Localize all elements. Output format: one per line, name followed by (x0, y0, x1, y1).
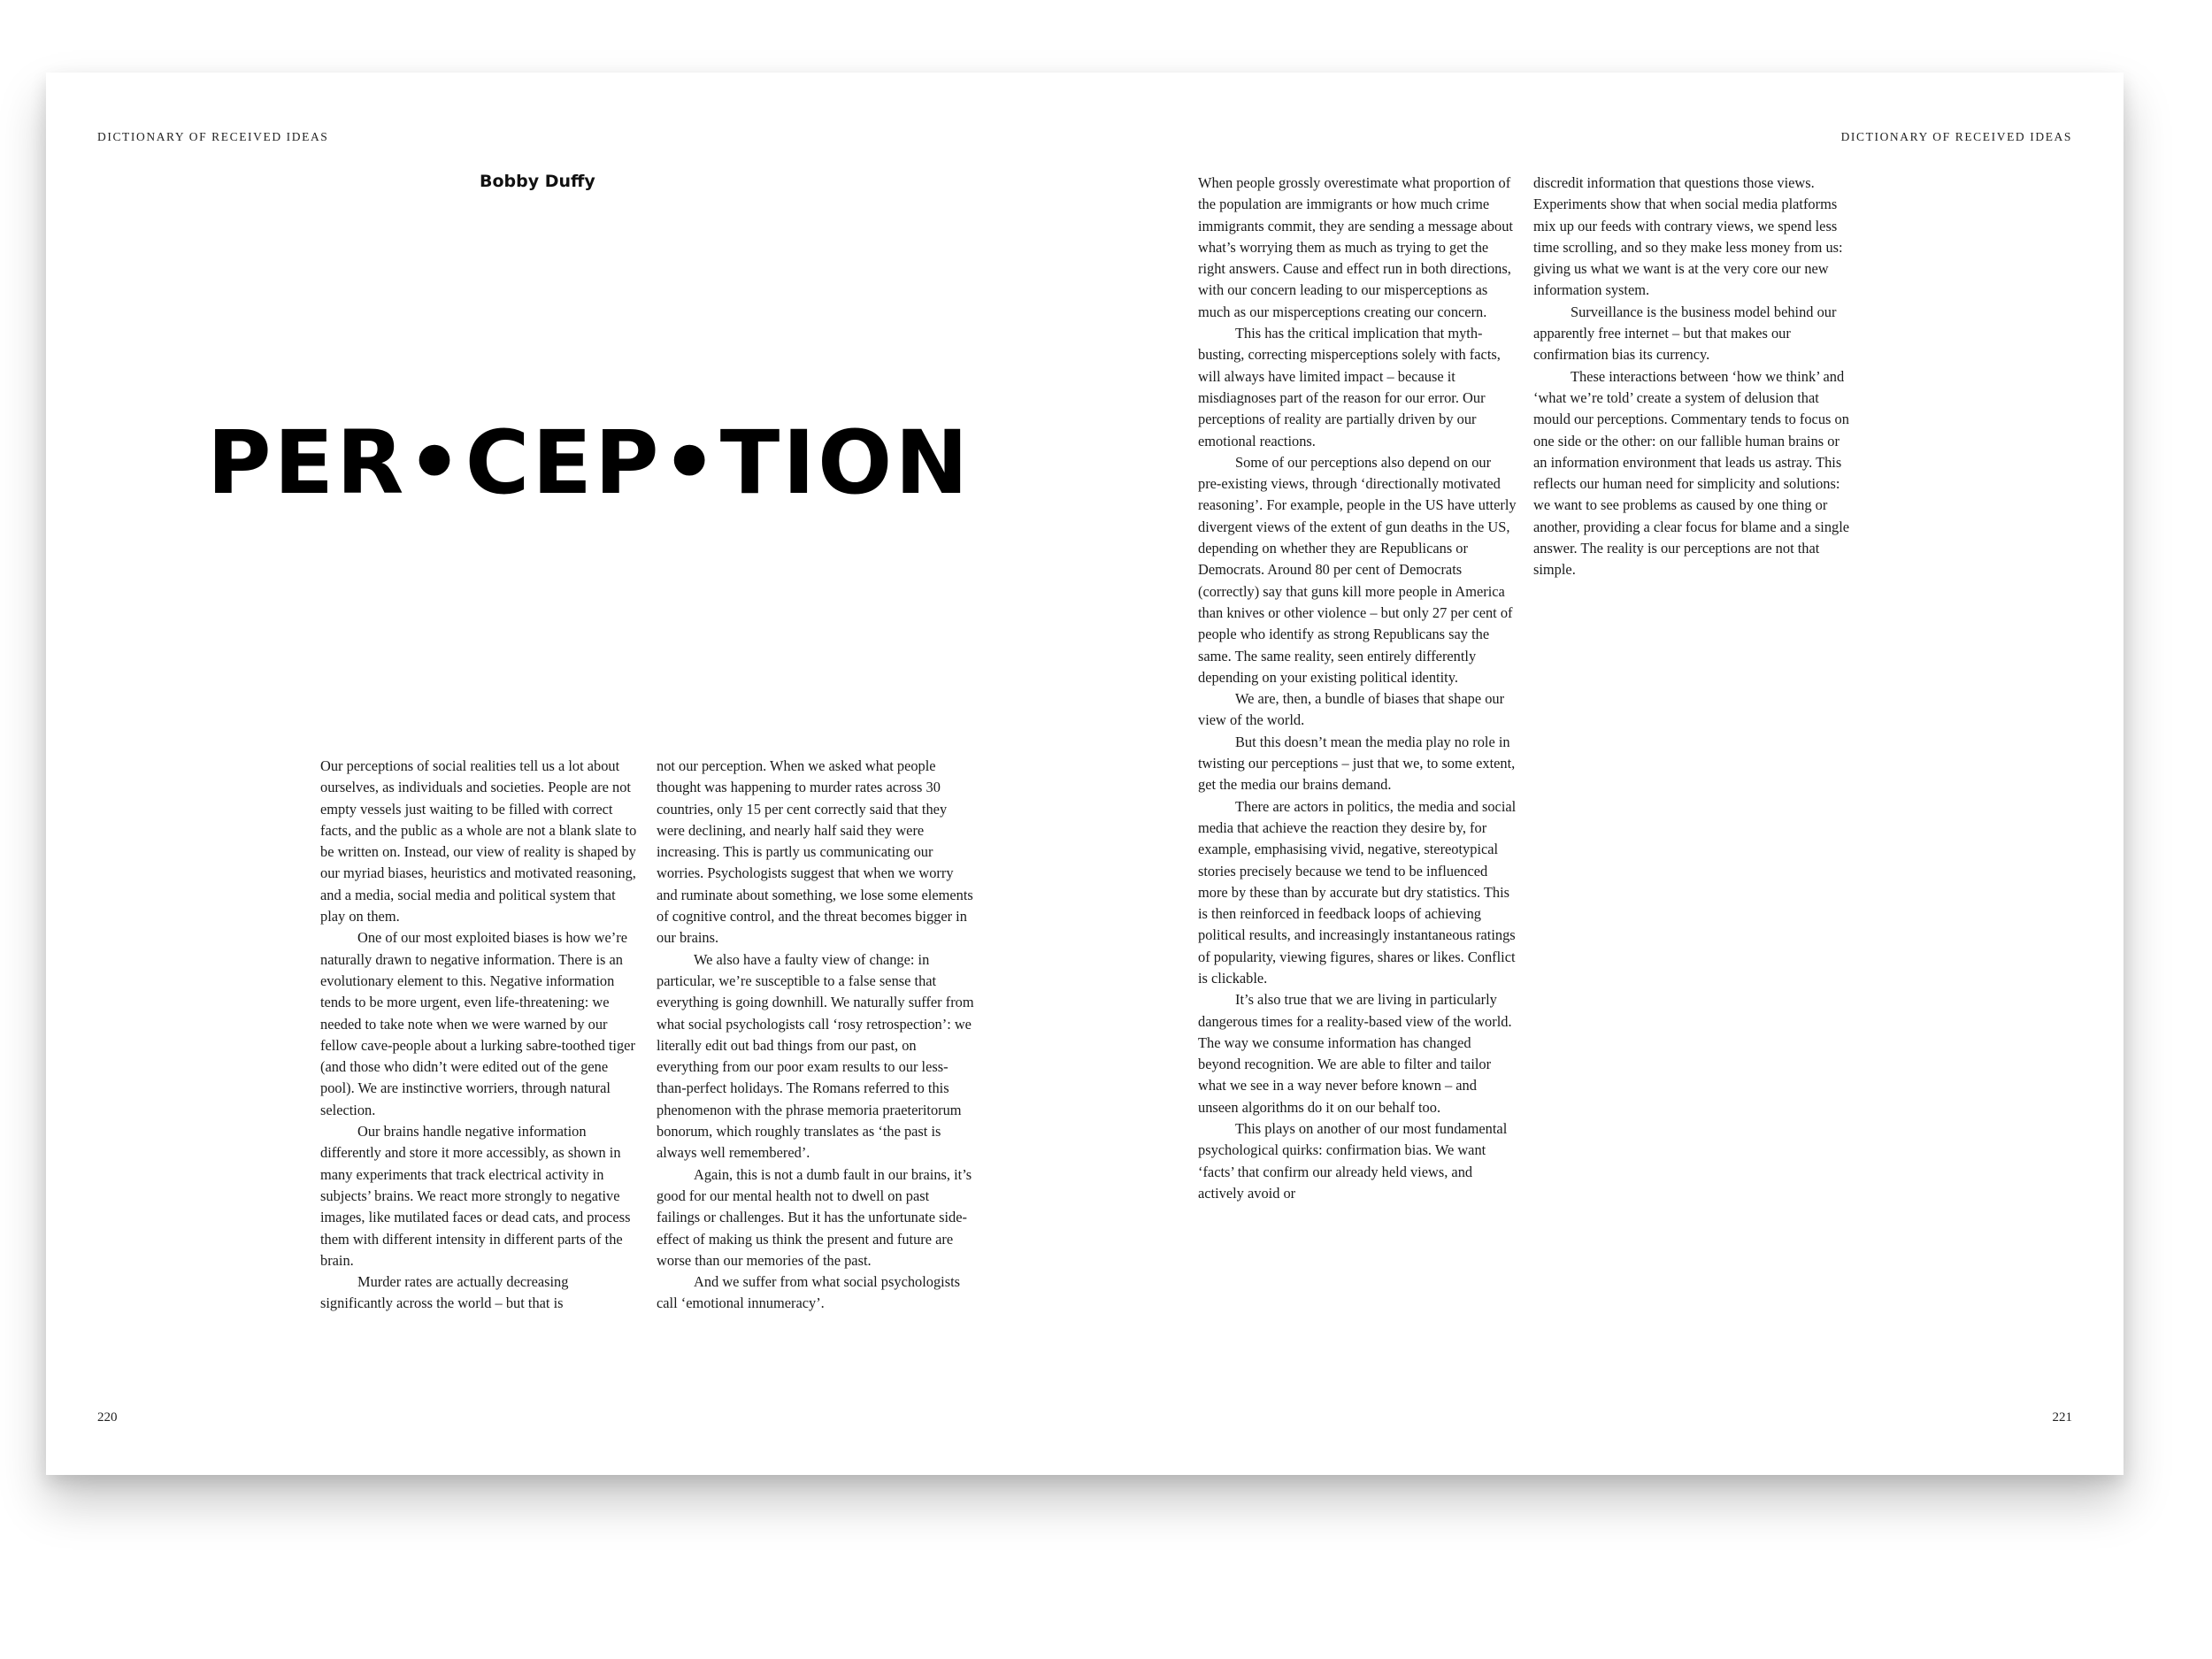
paragraph: This has the critical implication that myth-busting, correcting misperceptions solely with facts, will always have limited impact – because it misdiagnoses part of the reason for our error. Our perceptions of reality are partially driven by our emotional reactions. (1198, 325, 1501, 449)
author-name: Bobby Duffy (480, 172, 595, 191)
page-number-left: 220 (97, 1410, 118, 1425)
paragraph: Some of our perceptions also depend on our pre-existing views, through ‘directionally motivated reasoning’. For example, people in the US have utterly divergent views of the extent of gun deaths in the US, depending on whether they are Republicans or Democrats. Around 80 per cent of Democrats (correctly) say that guns kill more people in America than knives or other violence – but only 27 per cent of people who identify as strong Republicans say the same. The same reality, seen entirely differently depending on your existing political identity. (1198, 453, 1517, 686)
book-spread (46, 73, 2124, 1475)
paragraph: But this doesn’t mean the media play no role in twisting our perceptions – just that we, to some extent, get the media our brains demand. (1198, 733, 1516, 794)
paragraph: There are actors in politics, the media and social media that achieve the reaction they desire by, for example, emphasising vivid, negative, stereotypical stories precisely because we tend to be influenced more by these than by accurate but dry statistics. This is then reinforced in feedback loops of achieving political results, and increasingly instantaneous ratings of popularity, viewing figures, shares or likes. Conflict is clickable. (1198, 797, 1517, 987)
paragraph: These interactions between ‘how we think’ and ‘what we’re told’ create a system of delusion that mould our perceptions. Commentary tends to focus on one side or the other: on our fallible human brains or an information environment that leads us astray. This reflects our human need for simplicity and solutions: we want to see problems as caused by one thing or another, providing a clear focus for blame and a single answer. The reality is our perceptions are not that simple. (1533, 367, 1850, 579)
paragraph: We also have a faulty view of change: in particular, we’re susceptible to a false sense that everything is going downhill. We naturally suffer from what social psychologists call ‘rosy retrospection’: we literally edit out bad things from our past, on everything from our poor exam results to our less-than-perfect holidays. The Romans referred to this phenomenon with the phrase memoria praeteritorum bonorum, which roughly translates as ‘the past is always well remembered’. (657, 950, 974, 1162)
paragraph: And we suffer from what social psychologists call ‘emotional innumeracy’. (657, 1273, 961, 1312)
paragraph: discredit information that questions those views. Experiments show that when social media platforms mix up our feeds with contrary views, we spend less time scrolling, and so they make less money from us: giving us what we want is at the very core our new information system. (1533, 174, 1843, 299)
text-column-4 (1533, 173, 1852, 581)
paragraph: not our perception. When we asked what people thought was happening to murder rates across 30 countries, only 15 per cent correctly said that they were declining, and nearly half said they were increasing. This is partly us communicating our worries. Psychologists suggest that when we worry and ruminate about something, we lose some elements of cognitive control, and the threat becomes bigger in our brains. (657, 757, 973, 947)
paragraph: When people grossly overestimate what proportion of the population are immigrants or how much crime immigrants commit, they are sending a message about what’s worrying them as much as trying to get the right answers. Cause and effect run in both directions, with our concern leading to our misperceptions as much as our misperceptions creating our concern. (1198, 174, 1513, 320)
paragraph: Our brains handle negative information differently and store it more accessibly, as shown in many experiments that track electrical activity in subjects’ brains. We react more strongly to negative images, like mutilated faces or dead cats, and process them with different intensity in different parts of the brain. (320, 1123, 631, 1269)
running-head-left: DICTIONARY OF RECEIVED IDEAS (97, 130, 329, 143)
paragraph: It’s also true that we are living in particularly dangerous times for a reality-based view of the world. The way we consume information has changed beyond recognition. We are able to filter and tailor what we see in a way never before known – and unseen algorithms do it on our behalf too. (1198, 991, 1512, 1116)
text-column-2 (657, 756, 975, 1315)
paragraph: Again, this is not a dumb fault in our brains, it’s good for our mental health not to dwell on past failings or challenges. But it has the unfortunate side-effect of making us think the present and future are worse than our memories of the past. (657, 1165, 972, 1269)
paragraph: One of our most exploited biases is how we’re naturally drawn to negative information. There is an evolutionary element to this. Negative information tends to be more urgent, even life-threatening: we needed to take note when we were warned by our fellow cave-people about a lurking sabre-toothed tiger (and those who didn’t were edited out of the gene pool). We are instinctive worriers, through natural selection. (320, 929, 635, 1118)
paragraph: This plays on another of our most fundamental psychological quirks: confirmation bias. We want ‘facts’ that confirm our already held views, and actively avoid or (1198, 1120, 1508, 1202)
paragraph: We are, then, a bundle of biases that shape our view of the world. (1198, 690, 1505, 729)
paragraph: Murder rates are actually decreasing significantly across the world – but that is (320, 1273, 569, 1312)
headword-title: PER•CEP•TION (207, 412, 972, 514)
text-column-1 (320, 756, 639, 1315)
paragraph: Surveillance is the business model behind our apparently free internet – but that makes our confirmation bias its currency. (1533, 303, 1837, 364)
running-head-right: DICTIONARY OF RECEIVED IDEAS (1840, 130, 2072, 143)
paragraph: Our perceptions of social realities tell us a lot about ourselves, as individuals and societies. People are not empty vessels just waiting to be filled with correct facts, and the public as a whole are not a blank slate to be written on. Instead, our view of reality is shaped by our myriad biases, heuristics and motivated reasoning, and a media, social media and political system that play on them. (320, 757, 637, 926)
page-number-right: 221 (2052, 1410, 2072, 1425)
text-column-3 (1198, 173, 1517, 1204)
